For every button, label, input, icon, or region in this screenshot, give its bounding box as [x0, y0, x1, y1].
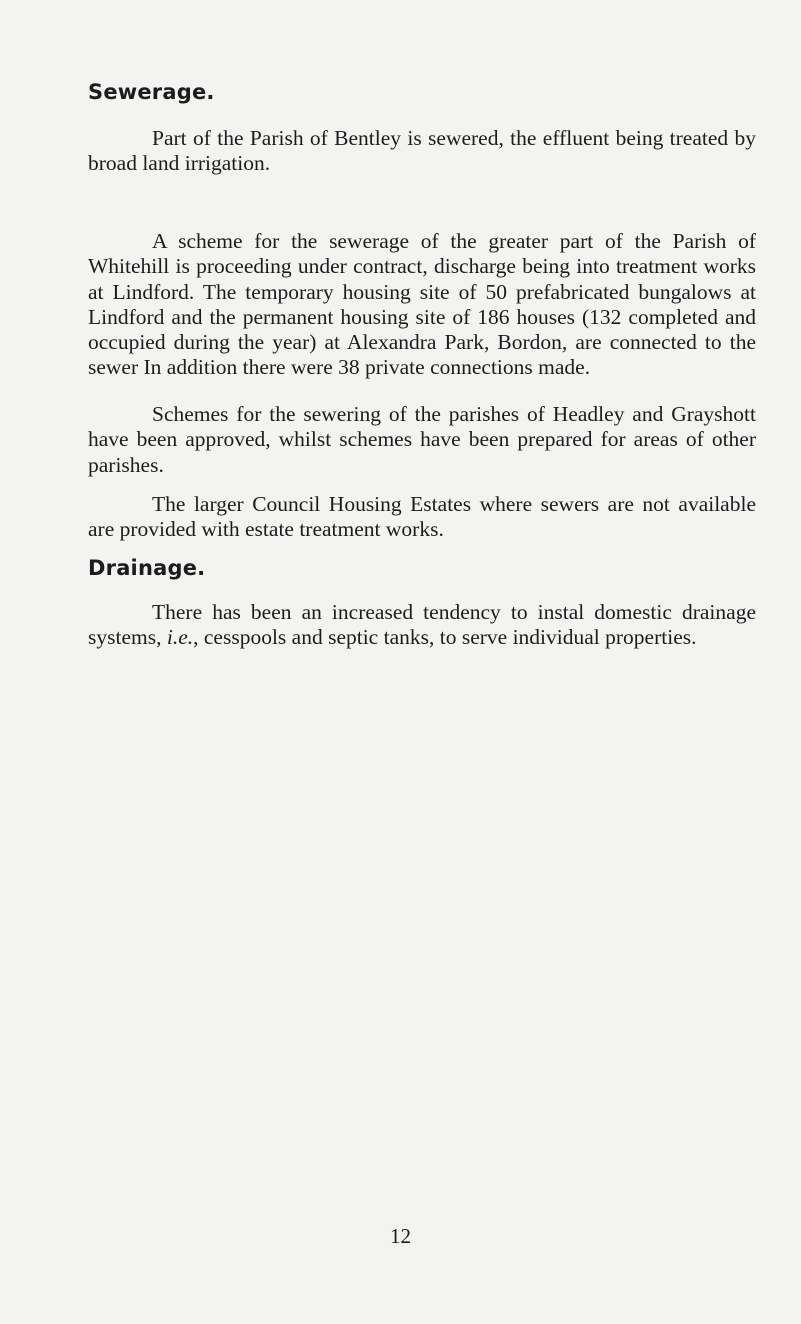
- drainage-heading: Drainage.: [88, 556, 206, 580]
- sewerage-paragraph-2: A scheme for the sewerage of the greater part of the Parish of Whitehill is proceeding under contract, discharge being into treatment works at Lindford. The temporary housing site of 50 prefabricated bungalows at Lindford and the permanent housing site of 186 houses (132 completed and occupied during the year) at Alexandra Park, Bordon, are connected to the sewer In addition there were 38 private connections made.: [88, 229, 756, 380]
- drainage-paragraph-italic: i.e.: [166, 625, 194, 650]
- sewerage-paragraph-4: The larger Council Housing Estates where sewers are not available are provided with estate treatment works.: [88, 492, 756, 542]
- sewerage-paragraph-3: Schemes for the sewering of the parishes of Headley and Grayshott have been approved, whilst schemes have been prepared for areas of other parishes.: [88, 402, 756, 477]
- sewerage-heading: Sewerage.: [88, 80, 215, 104]
- drainage-paragraph: [88, 600, 756, 651]
- page-number: 12: [390, 1224, 411, 1248]
- sewerage-paragraph-1: Part of the Parish of Bentley is sewered, the effluent being treated by broad land irrigation.: [88, 126, 756, 176]
- drainage-paragraph-start: There has been an increased tendency to instal domestic drainage systems,: [88, 600, 756, 650]
- drainage-paragraph-end: , cesspools and septic tanks, to serve individual properties.: [193, 625, 697, 650]
